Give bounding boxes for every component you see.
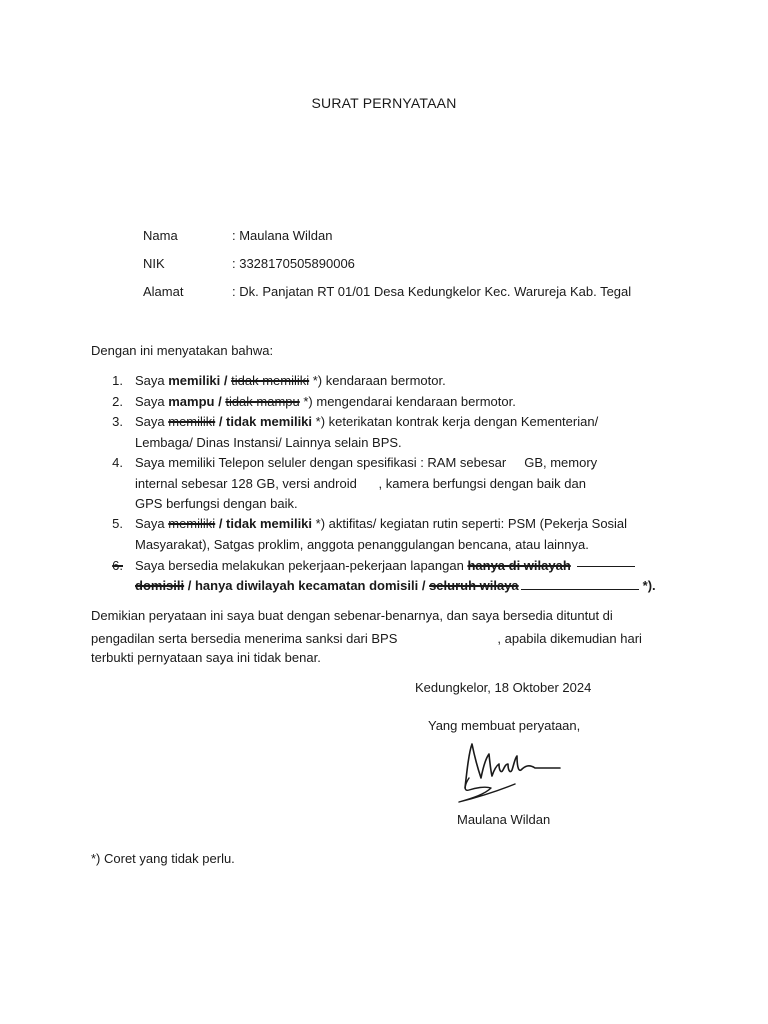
item-1-strike: tidak memiliki xyxy=(231,373,310,388)
closing-line-1: Demikian peryataan ini saya buat dengan sebenar-benarnya, dan saya bersedia dituntut di xyxy=(91,608,613,623)
item-3-line-2: Lembaga/ Dinas Instansi/ Lainnya selain BPS. xyxy=(135,435,402,450)
item-6-line-2 xyxy=(135,578,656,593)
document-title: SURAT PERNYATAAN xyxy=(311,95,457,111)
footnote: *) Coret yang tidak perlu. xyxy=(91,851,235,866)
item-4-line-2: internal sebesar 128 GB, versi android , kamera berfungsi dengan baik dan xyxy=(135,476,586,491)
item-4-line-1: Saya memiliki Telepon seluler dengan spesifikasi : RAM sebesar GB, memory xyxy=(135,455,598,470)
item-2-number: 2. xyxy=(112,394,123,409)
item-1-line xyxy=(135,373,446,388)
item-6-end: *). xyxy=(642,578,656,593)
alamat-label: Alamat xyxy=(143,284,184,299)
item-2-rest: *) mengendarai kendaraan bermotor. xyxy=(299,394,516,409)
item-1-bold: memiliki / xyxy=(168,373,232,388)
item-6-bold: / hanya diwilayah kecamatan domisili / xyxy=(184,578,430,593)
item-1-text: Saya xyxy=(135,373,169,388)
item-6-strike-1: hanya di wilayah xyxy=(467,558,571,573)
item-3-number: 3. xyxy=(112,414,123,429)
item-6-fill-line xyxy=(521,589,639,590)
closing-line-2a: pengadilan serta bersedia menerima sanksi dari BPS xyxy=(91,631,398,646)
item-6-strike-2: domisili xyxy=(135,578,185,593)
item-6-number xyxy=(103,558,123,573)
closing-line-2b: , apabila dikemudian hari xyxy=(497,631,642,646)
nama-label: Nama xyxy=(143,228,178,243)
alamat-value: : Dk. Panjatan RT 01/01 Desa Kedungkelor Kec. Warureja Kab. Tegal xyxy=(232,284,632,299)
item-2-text: Saya xyxy=(135,394,169,409)
item-4-line-3: GPS berfungsi dengan baik. xyxy=(135,496,298,511)
item-2-line xyxy=(135,394,516,409)
item-5-number: 5. xyxy=(112,516,123,531)
item-3-text: Saya xyxy=(135,414,169,429)
item-6-line xyxy=(135,558,635,573)
item-5-text: Saya xyxy=(135,516,169,531)
item-5-bold: / tidak memiliki xyxy=(215,516,313,531)
handwritten-signature xyxy=(455,740,565,808)
place-date: Kedungkelor, 18 Oktober 2024 xyxy=(415,680,592,695)
item-2-strike: tidak mampu xyxy=(225,394,300,409)
closing-line-3: terbukti pernyataan saya ini tidak benar. xyxy=(91,650,321,665)
item-5-line-2: Masyarakat), Satgas proklim, anggota penanggulangan bencana, atau lainnya. xyxy=(135,537,589,552)
item-3-line xyxy=(135,414,598,429)
signer-name: Maulana Wildan xyxy=(457,812,551,827)
signer-label: Yang membuat peryataan, xyxy=(428,718,581,733)
item-5-strike: memiliki xyxy=(168,516,216,531)
item-5-line xyxy=(135,516,627,531)
item-1-rest: *) kendaraan bermotor. xyxy=(309,373,446,388)
item-6-text: Saya bersedia melakukan pekerjaan-pekerjaan lapangan xyxy=(135,558,468,573)
item-4-number: 4. xyxy=(112,455,123,470)
item-1-number: 1. xyxy=(112,373,123,388)
item-5-rest: *) aktifitas/ kegiatan rutin seperti: PSM (Pekerja Sosial xyxy=(312,516,628,531)
nik-label: NIK xyxy=(143,256,165,271)
item-2-bold: mampu / xyxy=(168,394,226,409)
item-3-strike: memiliki xyxy=(168,414,216,429)
intro-text: Dengan ini menyatakan bahwa: xyxy=(91,343,274,358)
item-6-strike-3: seluruh wilaya xyxy=(429,578,519,593)
item-3-rest: *) keterikatan kontrak kerja dengan Kementerian/ xyxy=(312,414,599,429)
closing-line-2 xyxy=(91,631,642,646)
item-3-bold: / tidak memiliki xyxy=(215,414,313,429)
item-6-number-strike: 6. xyxy=(112,558,123,573)
nik-value: : 3328170505890006 xyxy=(232,256,355,271)
item-6-strike-tail xyxy=(577,566,635,567)
nama-value: : Maulana Wildan xyxy=(232,228,333,243)
